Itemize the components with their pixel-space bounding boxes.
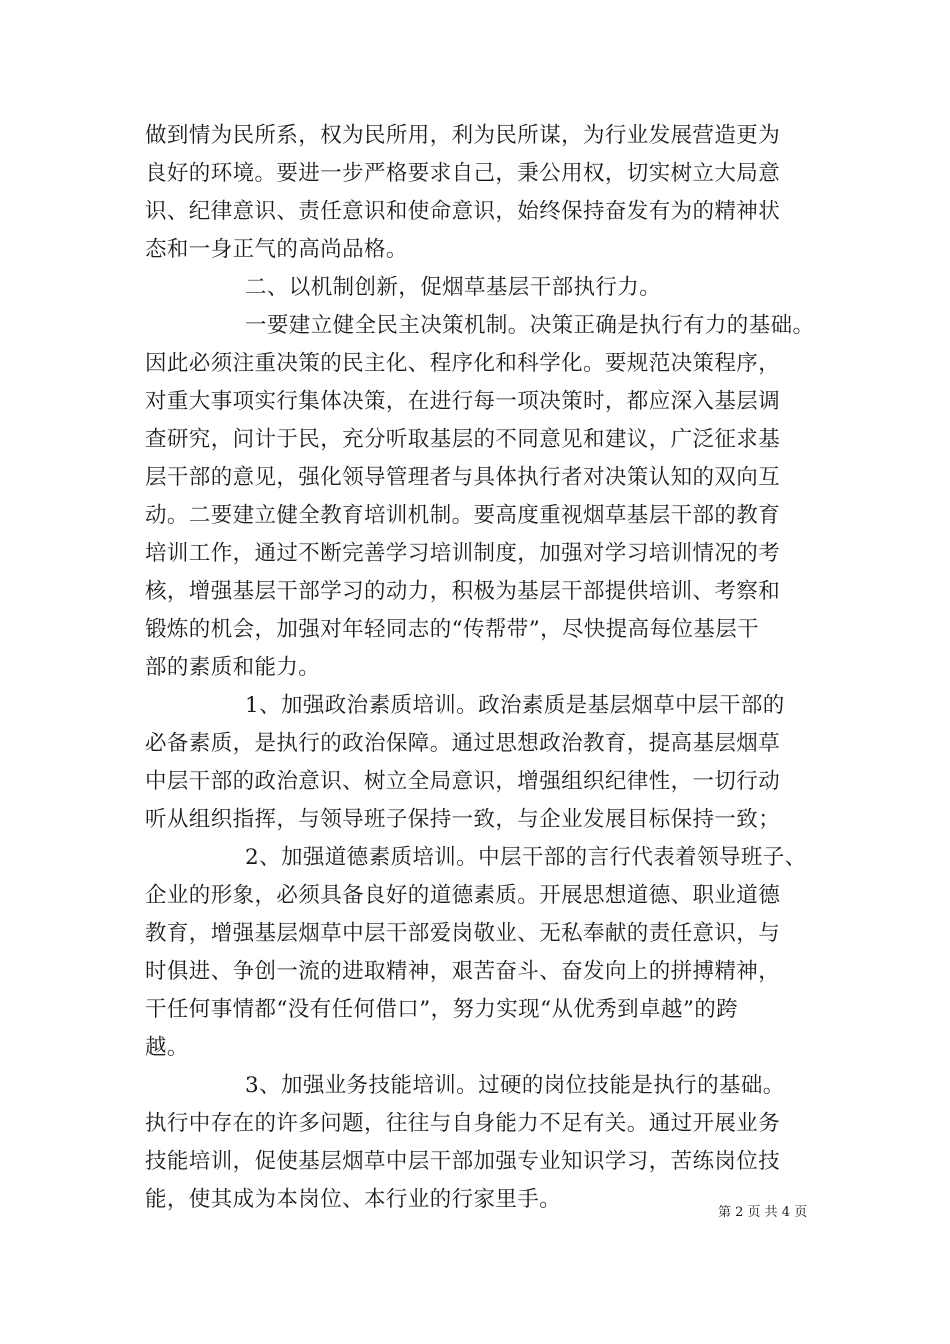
text-line: 2、加强道德素质培训。中层干部的言行代表着领导班子、 (245, 845, 807, 870)
text-line: 执行中存在的许多问题，往往与自身能力不足有关。通过开展业务 (145, 1111, 781, 1136)
text-line: 时俱进、争创一流的进取精神，艰苦奋斗、奋发向上的拼搏精神， (145, 959, 781, 984)
text-line: 能，使其成为本岗位、本行业的行家里手。 (145, 1187, 562, 1212)
text-line: 对重大事项实行集体决策，在进行每一项决策时，都应深入基层调 (145, 389, 781, 414)
text-line: 干任何事情都“没有任何借口”，努力实现“从优秀到卓越”的跨 (145, 997, 739, 1022)
section-heading: 二、以机制创新，促烟草基层干部执行力。 (245, 275, 662, 300)
text-line: 层干部的意见，强化领导管理者与具体执行者对决策认知的双向互 (145, 465, 781, 490)
text-line: 听从组织指挥，与领导班子保持一致，与企业发展目标保持一致； (145, 807, 781, 832)
text-line: 良好的环境。要进一步严格要求自己，秉公用权，切实树立大局意 (145, 161, 781, 186)
text-line: 3、加强业务技能培训。过硬的岗位技能是执行的基础。 (245, 1073, 785, 1098)
text-line: 技能培训，促使基层烟草中层干部加强专业知识学习，苦练岗位技 (145, 1149, 781, 1174)
text-line: 动。二要建立健全教育培训机制。要高度重视烟草基层干部的教育 (145, 503, 781, 528)
text-line: 锻炼的机会，加强对年轻同志的“传帮带”，尽快提高每位基层干 (145, 617, 760, 642)
text-line: 核，增强基层干部学习的动力，积极为基层干部提供培训、考察和 (145, 579, 781, 604)
text-line: 1、加强政治素质培训。政治素质是基层烟草中层干部的 (245, 693, 785, 718)
text-line: 必备素质，是执行的政治保障。通过思想政治教育，提高基层烟草 (145, 731, 781, 756)
text-line: 部的素质和能力。 (145, 655, 321, 680)
text-line: 企业的形象，必须具备良好的道德素质。开展思想道德、职业道德 (145, 883, 781, 908)
text-line: 中层干部的政治意识、树立全局意识，增强组织纪律性，一切行动 (145, 769, 781, 794)
text-line: 培训工作，通过不断完善学习培训制度，加强对学习培训情况的考 (145, 541, 781, 566)
text-line: 做到情为民所系，权为民所用，利为民所谋，为行业发展营造更为 (145, 123, 781, 148)
text-line: 一要建立健全民主决策机制。决策正确是执行有力的基础。 (245, 313, 815, 338)
text-line: 因此必须注重决策的民主化、程序化和科学化。要规范决策程序， (145, 351, 781, 376)
text-line: 识、纪律意识、责任意识和使命意识，始终保持奋发有为的精神状 (145, 199, 781, 224)
page-number: 第 2 页 共 4 页 (718, 1205, 808, 1220)
text-line: 越。 (145, 1035, 189, 1060)
text-line: 查研究，问计于民，充分听取基层的不同意见和建议，广泛征求基 (145, 427, 781, 452)
text-line: 教育，增强基层烟草中层干部爱岗敬业、无私奉献的责任意识，与 (145, 921, 781, 946)
text-line: 态和一身正气的高尚品格。 (145, 237, 408, 262)
